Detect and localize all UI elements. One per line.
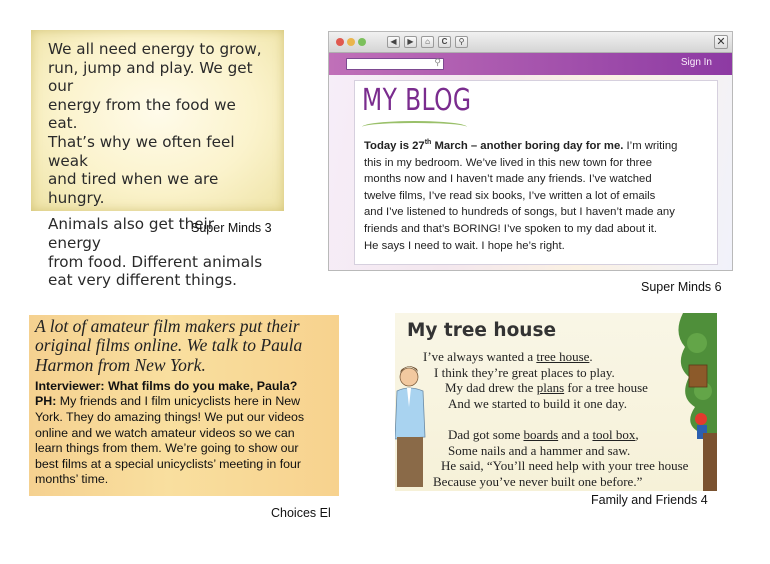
choices-el-excerpt: [29, 315, 339, 496]
refresh-icon[interactable]: C: [438, 36, 451, 48]
tree-illustration: [675, 313, 717, 491]
blog-title: MY BLOG: [362, 83, 472, 118]
poem-title: My tree house: [407, 320, 557, 341]
paragraph-2: Animals also get their energy from food. Different animals eat very different things.: [48, 215, 263, 290]
close-dot-icon[interactable]: [336, 38, 344, 46]
article-intro: A lot of amateur film makers put their original films online. We talk to Paula Harmon from New York.: [35, 316, 303, 375]
caption-family-and-friends-4: Family and Friends 4: [591, 493, 708, 507]
blog-header-bar: [329, 53, 732, 75]
search-icon: ⚲: [434, 57, 441, 67]
paragraph-1: We all need energy to grow, run, jump and play. We get our energy from the food we eat. That’s why we often feel weak and tired when we are hungry.: [48, 40, 262, 207]
interview-question: Interviewer: What films do you make, Paula?: [35, 378, 298, 393]
forward-icon[interactable]: ▶: [404, 36, 417, 48]
caption-super-minds-6: Super Minds 6: [641, 280, 722, 294]
home-icon[interactable]: ⌂: [421, 36, 434, 48]
caption-super-minds-3: Super Minds 3: [191, 221, 272, 235]
caption-choices-el: Choices El: [271, 506, 331, 520]
sign-in-link[interactable]: Sign In: [680, 57, 712, 68]
browser-toolbar: [329, 32, 732, 53]
back-icon[interactable]: ◀: [387, 36, 400, 48]
blog-browser-window: [328, 31, 733, 271]
blog-content: [354, 80, 718, 265]
minimize-dot-icon[interactable]: [347, 38, 355, 46]
close-window-icon[interactable]: ✕: [714, 35, 728, 49]
zoom-icon[interactable]: ⚲: [455, 36, 468, 48]
search-input[interactable]: [346, 58, 444, 70]
family-and-friends-4-excerpt: [395, 313, 717, 491]
maximize-dot-icon[interactable]: [358, 38, 366, 46]
blog-post: Today is 27th March – another boring day for me. I’m writing this in my bedroom. We’ve lived in this new town for three months now and I haven’t made any friends. I’ve watched twelve films, I’ve read six books, I’ve written a lot of emails and I’ve listened to hundreds of songs, but I haven’t made any friends and that’s BORING! I’ve spoken to my dad about it. He says I need to wait. I hope he’s right.: [364, 139, 678, 252]
interview-text: Interviewer: What films do you make, Paula? PH: My friends and I film unicyclists here in New York. They do amazing things! We put our videos online and we watch amateur videos so we can learn things from them. We’re going to show our best films at a special unicyclists’ meeting in four months’ time.: [35, 378, 305, 487]
poem-text: I’ve always wanted a tree house. I think they’re great places to play. My dad drew the plans for a tree house And we started to build it one day. Dad got some boards and a tool box, Some nails and a hammer and saw. He said, “You’ll need help with your tree house Because you’ve never built one before.”: [423, 349, 689, 489]
title-underline: [362, 121, 467, 127]
